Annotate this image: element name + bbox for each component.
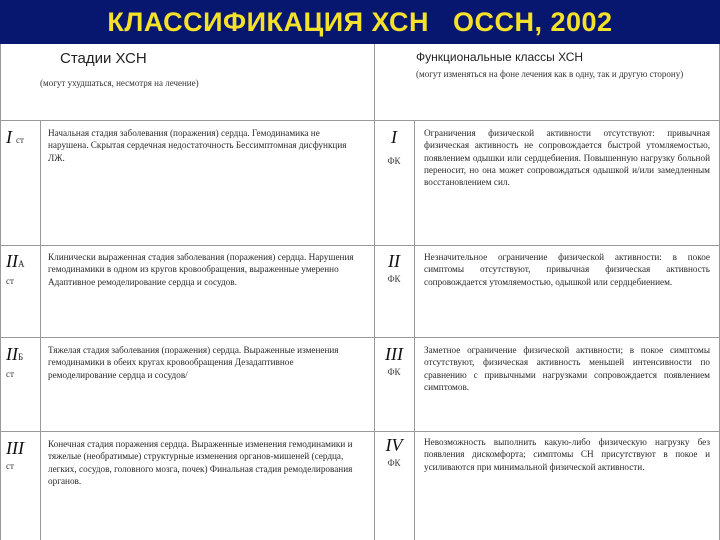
fc-label-cell [376,252,412,302]
grid-line [0,44,1,540]
stages-column-title: Стадии ХСН [60,50,147,67]
stage-description: Конечная стадия поражения сердца. Выраженные изменения гемодинамики и тяжелые (необратимые) структурные изменения органов-мишеней (сердца, легких, сосудов, головного мозга, почек) Финальная стадия ремоделирования органов. [48,439,353,486]
page-title: КЛАССИФИКАЦИЯ ХСН ОССН, 2002 [107,6,613,37]
fc-label-cell [376,128,412,178]
title-banner [0,0,720,44]
classes-column-title: Функциональные классы ХСН [416,50,584,64]
stage-label-cell [6,439,38,479]
stage-numeral: II [6,345,18,364]
fc-description: Незначительное ограничение физической активности: в покое симптомы отсутствуют, привычная физическая активность сопровождается утомляемостью, одышкой или сердцебиением. [424,252,710,287]
grid-line [0,120,720,121]
grid-line [0,431,720,432]
stages-column-subtitle: (могут ухудшаться, несмотря на лечение) [40,78,199,88]
fc-numeral: II [388,252,400,271]
classes-column-subtitle: (могут изменяться на фоне лечения как в одну, так и другую сторону) [416,69,684,79]
fc-unit: ФК [387,458,401,468]
fc-unit: ФК [387,274,401,284]
stages-column-header [40,50,370,118]
stage-suffix: А [18,259,25,269]
grid-line [0,337,720,338]
fc-unit: ФК [387,156,401,166]
stage-unit: ст [6,276,14,286]
stage-description: Клинически выраженная стадия заболевания (поражения) сердца. Нарушения гемодинамики в одном из кругов кровообращения, выраженные умеренно Адаптивное ремоделирование сердца и сосудов. [48,252,354,287]
grid-line [40,120,41,540]
classes-column-header [416,50,716,118]
stage-numeral: II [6,252,18,271]
grid-line [414,120,415,540]
grid-line [0,245,720,246]
fc-description: Заметное ограничение физической активности; в покое симптомы отсутствуют, физическая активность меньшей интенсивности по сравнению с привычными нагрузками сопровождается появлением симптомов. [424,345,710,392]
stage-numeral: III [6,439,24,458]
fc-numeral: III [385,345,403,364]
fc-numeral: I [391,128,397,147]
stage-unit: ст [6,461,14,471]
stage-unit: ст [6,369,14,379]
stage-label-cell [6,345,38,385]
fc-label-cell [376,345,412,395]
stage-numeral: I [6,128,12,147]
stage-description: Начальная стадия заболевания (поражения) сердца. Гемодинамика не нарушена. Скрытая сердечная недостаточность Бессимптомная дисфункция ЛЖ. [48,128,347,163]
stage-label-cell [6,252,38,292]
stage-description: Тяжелая стадия заболевания (поражения) сердца. Выраженные изменения гемодинамики в обеих кругах кровообращения Дезадаптивное ремоделирование сердца и сосудов/ [48,345,339,380]
stage-label-cell [6,128,38,168]
fc-unit: ФК [387,367,401,377]
fc-description: Ограничения физической активности отсутствуют: привычная физическая активность не сопровождается быстрой утомляемостью, появлением одышки или сердцебиения. Повышенную нагрузку больной переносит, но она может сопровождаться одышкой и/или замедленным восстановлением сил. [424,128,710,188]
fc-label-cell [376,436,412,486]
stage-suffix: Б [18,352,24,362]
fc-numeral: IV [385,436,403,455]
stage-unit: ст [16,135,24,145]
grid-line [374,44,375,540]
fc-description: Невозможность выполнить какую-либо физическую нагрузку без появления дискомфорта; симптомы СН присутствуют в покое и усиливаются при минимальной физической активности. [424,437,710,472]
